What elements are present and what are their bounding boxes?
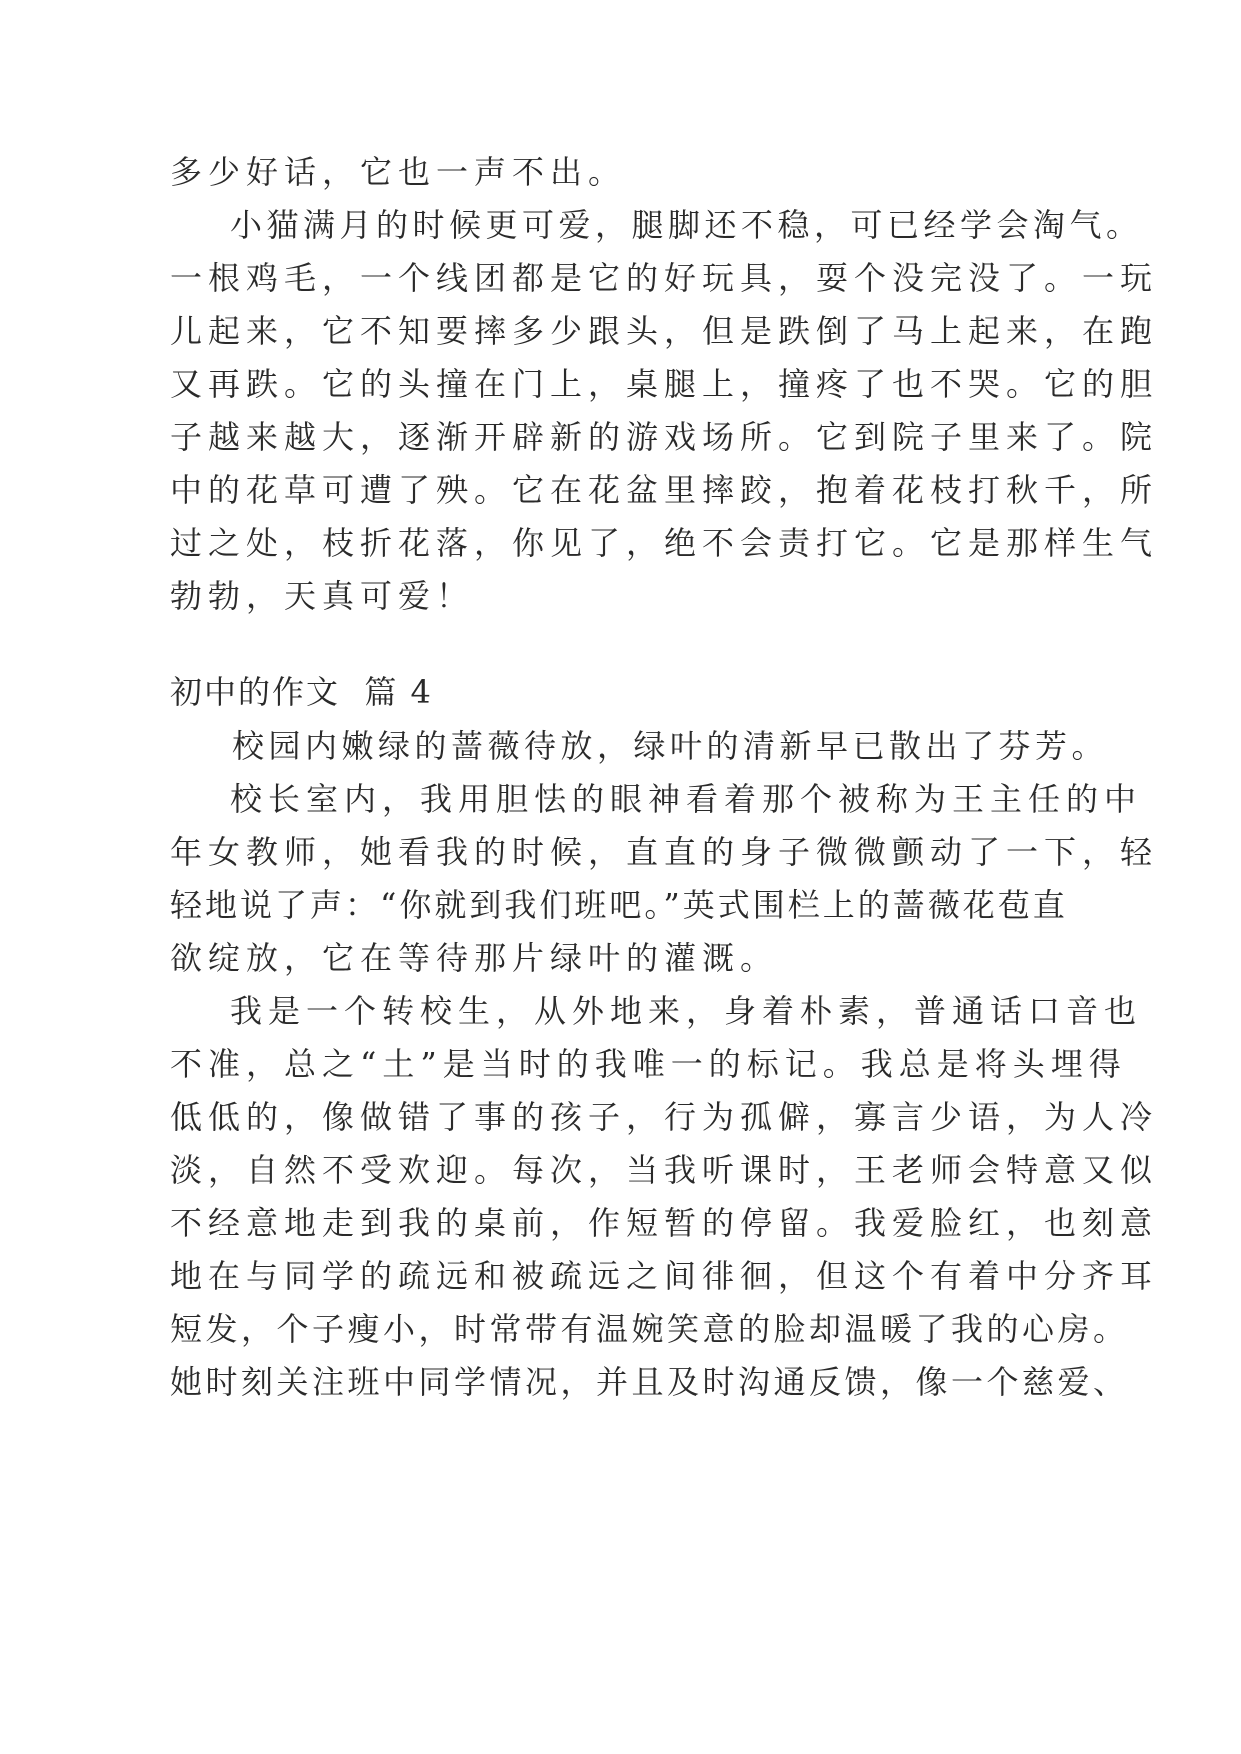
text-line: 不经意地走到我的桌前，作短暂的停留。我爱脸红，也刻意 — [170, 1204, 1159, 1242]
text-line: 子越来越大，逐渐开辟新的游戏场所。它到院子里来了。院 — [170, 418, 1159, 456]
text-line: 中的花草可遭了殃。它在花盆里摔跤，抱着花枝打秋千，所 — [170, 471, 1159, 509]
text-line: 又再跌。它的头撞在门上，桌腿上，撞疼了也不哭。它的胆 — [170, 365, 1159, 403]
text-line: 年女教师，她看我的时候，直直的身子微微颤动了一下，轻 — [170, 833, 1159, 871]
text-line: 短发，个子瘦小，时常带有温婉笑意的脸却温暖了我的心房。 — [170, 1310, 1129, 1348]
text-line: 低低的，像做错了事的孩子，行为孤僻，寡言少语，为人冷 — [170, 1098, 1159, 1136]
text-line: 不准，总之“土”是当时的我唯一的标记。我总是将头埋得 — [170, 1045, 1127, 1083]
text-line: 过之处，枝折花落，你见了，绝不会责打它。它是那样生气 — [170, 524, 1159, 562]
paragraph-line: 我是一个转校生，从外地来，身着朴素，普通话口音也 — [230, 992, 1143, 1030]
text-line: 欲绽放，它在等待那片绿叶的灌溉。 — [170, 939, 779, 977]
text-line: 多少好话，它也一声不出。 — [170, 153, 627, 191]
paragraph-line: 校园内嫩绿的蔷薇待放，绿叶的清新早已散出了芬芳。 — [232, 727, 1109, 765]
text-line: 一根鸡毛，一个线团都是它的好玩具，耍个没完没了。一玩 — [170, 259, 1159, 297]
text-line: 轻地说了声：“你就到我们班吧。”英式围栏上的蔷薇花苞直 — [170, 886, 1068, 924]
section-heading: 初中的作文 篇 4 — [170, 673, 433, 711]
text-line: 淡，自然不受欢迎。每次，当我听课时，王老师会特意又似 — [170, 1151, 1159, 1189]
paragraph-line: 校长室内，我用胆怯的眼神看着那个被称为王主任的中 — [230, 780, 1143, 818]
text-line: 儿起来，它不知要摔多少跟头，但是跌倒了马上起来，在跑 — [170, 312, 1159, 350]
text-line: 她时刻关注班中同学情况，并且及时沟通反馈，像一个慈爱、 — [170, 1363, 1129, 1401]
text-line: 勃勃，天真可爱！ — [170, 577, 475, 615]
text-line: 地在与同学的疏远和被疏远之间徘徊，但这个有着中分齐耳 — [170, 1257, 1159, 1295]
paragraph-line: 小猫满月的时候更可爱，腿脚还不稳，可已经学会淘气。 — [230, 206, 1143, 244]
